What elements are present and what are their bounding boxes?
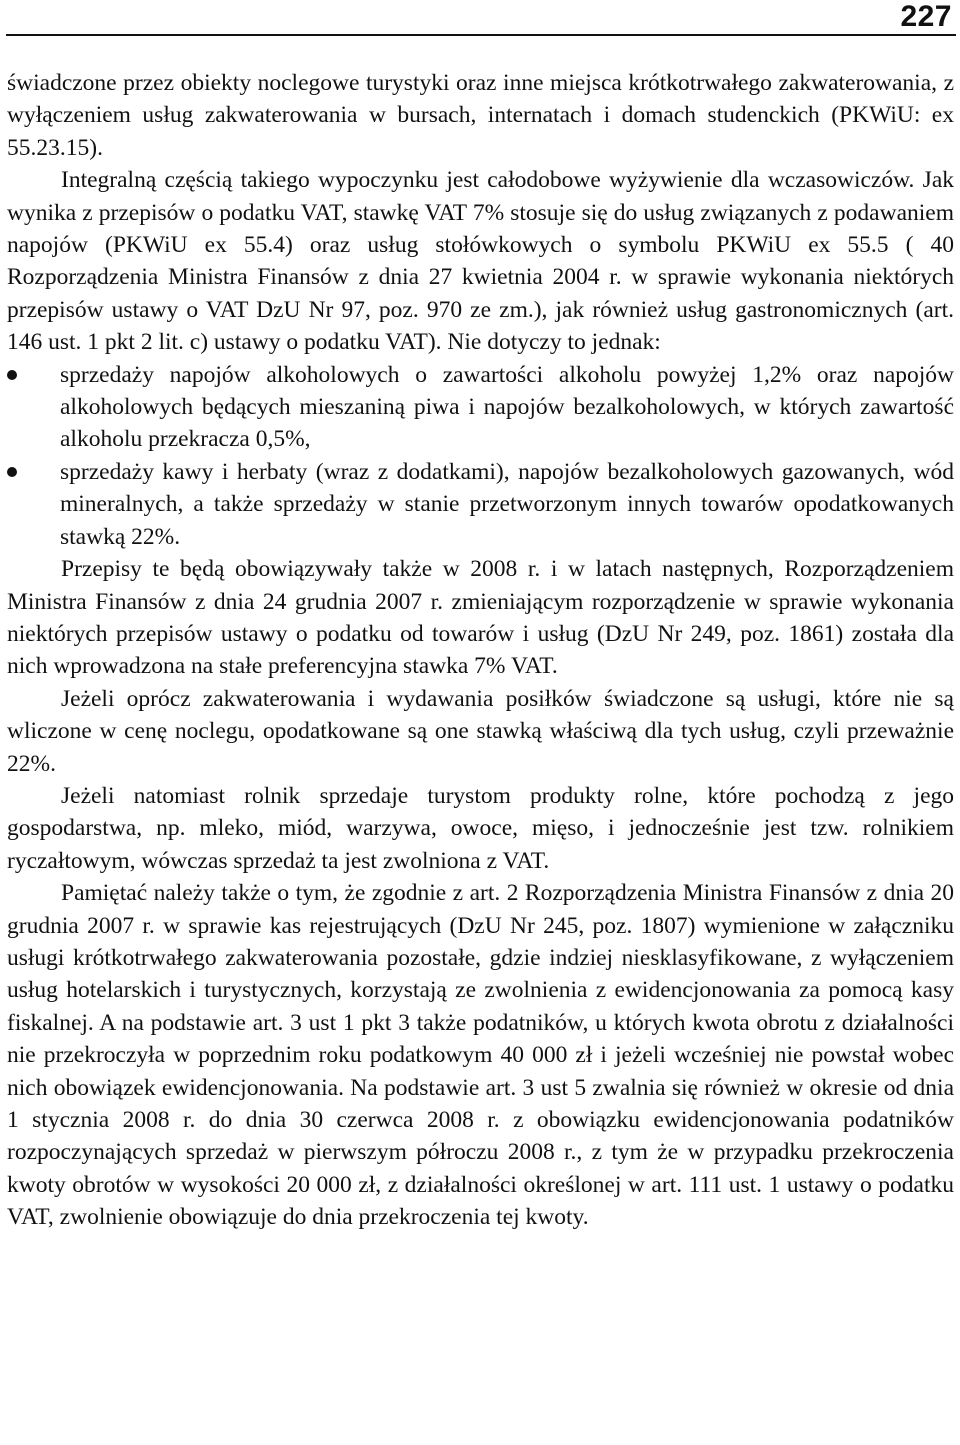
paragraph-3: Przepisy te będą obowiązywały także w 2008 r. i w latach następnych, Rozporządzeniem Ministra Finansów z dnia 24 grudnia 2007 r. zmieniającym rozporządzenie w sprawie wykonania niektórych przepisów ustawy o podatku od towarów i usług (DzU Nr 249, poz. 1861) została dla nich wprowadzona na stałe preferencyjna stawka 7% VAT. <box>7 556 954 680</box>
bullet-item <box>7 456 954 553</box>
paragraph-1: świadczone przez obiekty noclegowe turystyki oraz inne miejsca krótkotrwałego zakwaterowania, z wyłączeniem usług zakwaterowania w bursach, internatach i domach studenckich (PKWiU: ex 55.23.15). <box>7 70 954 161</box>
bullet-text: sprzedaży kawy i herbaty (wraz z dodatkami), napojów bezalkoholowych gazowanych, wód mineralnych, a także sprzedaży w stanie przetworzonym innych towarów opodatkowanych stawką 22%. <box>60 458 954 550</box>
bullet-item <box>7 359 954 456</box>
bullet-icon <box>7 467 17 477</box>
paragraph-4: Jeżeli oprócz zakwaterowania i wydawania posiłków świadczone są usługi, które nie są wliczone w cenę noclegu, opodatkowane są one stawką właściwą dla tych usług, czyli przeważnie 22%. <box>7 685 954 777</box>
bullet-icon <box>7 370 17 380</box>
header-rule <box>6 34 956 36</box>
bullet-text: sprzedaży napojów alkoholowych o zawartości alkoholu powyżej 1,2% oraz napojów alkoholowych będących mieszaniną piwa i napojów bezalkoholowych, w których zawartość alkoholu przekracza 0,5%, <box>60 361 954 453</box>
bullet-list <box>7 359 954 553</box>
body-text <box>7 67 954 1234</box>
paragraph-5: Jeżeli natomiast rolnik sprzedaje turystom produkty rolne, które pochodzą z jego gospodarstwa, np. mleko, miód, warzywa, owoce, mięso, i jednocześnie jest tzw. rolnikiem ryczałtowym, wówczas sprzedaż ta jest zwolniona z VAT. <box>7 782 954 874</box>
page-number: 227 <box>900 0 952 33</box>
paragraph-6: Pamiętać należy także o tym, że zgodnie z art. 2 Rozporządzenia Ministra Finansów z dnia 20 grudnia 2007 r. w sprawie kas rejestrujących (DzU Nr 245, poz. 1807) wymienione w załączniku usługi krótkotrwałego zakwaterowania pozostałe, gdzie indziej niesklasyfikowane, z wyłączeniem usług hotelarskich i turystycznych, korzystają ze zwolnienia z ewidencjonowania za pomocą kasy fiskalnej. A na podstawie art. 3 ust 1 pkt 3 także podatników, u których kwota obrotu z działalności nie przekroczyła w poprzednim roku podatkowym 40 000 zł i jeżeli wcześniej nie powstał wobec nich obowiązek ewidencjonowania. Na podstawie art. 3 ust 5 zwalnia się również w okresie od dnia 1 stycznia 2008 r. do dnia 30 czerwca 2008 r. z obowiązku ewidencjonowania podatników rozpoczynających sprzedaż w pierwszym półroczu 2008 r., z tym że w przypadku przekroczenia kwoty obrotów w wysokości 20 000 zł, z działalności określonej w art. 111 ust. 1 ustawy o podatku VAT, zwolnienie obowiązuje do dnia przekroczenia tej kwoty. <box>7 880 954 1231</box>
paragraph-2: Integralną częścią takiego wypoczynku jest całodobowe wyżywienie dla wczasowiczów. Jak wynika z przepisów o podatku VAT, stawkę VAT 7% stosuje się do usług związanych z podawaniem napojów (PKWiU ex 55.4) oraz usług stołówkowych o symbolu PKWiU ex 55.5 ( 40 Rozporządzenia Ministra Finansów z dnia 27 kwietnia 2004 r. w sprawie wykonania niektórych przepisów ustawy o VAT DzU Nr 97, poz. 970 ze zm.), jak również usług gastronomicznych (art. 146 ust. 1 pkt 2 lit. c) ustawy o podatku VAT). Nie dotyczy to jednak: <box>7 167 954 356</box>
